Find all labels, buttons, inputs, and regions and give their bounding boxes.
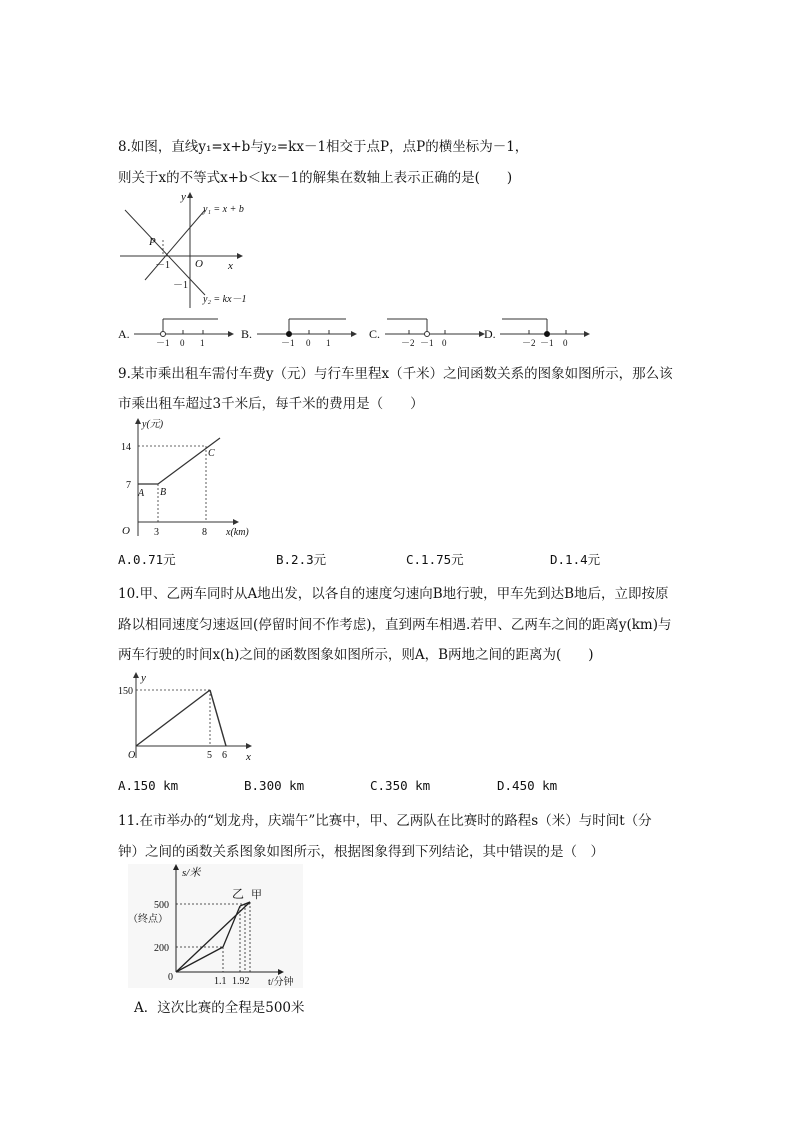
q9-line1: 9.某市乘出租车需付车费y（元）与行车里程x（千米）之间函数关系的图象如图所示，那么该 xyxy=(118,366,673,382)
q8-neg1-y: －1 xyxy=(173,280,188,291)
q9-origin: O xyxy=(122,525,130,537)
q8-option-b-label: B. xyxy=(241,327,253,341)
q10-x-label: x xyxy=(246,751,251,763)
q8-b-tick-3: 1 xyxy=(326,338,331,348)
q11-series-yi: 乙 xyxy=(232,887,245,901)
q8-a-tick-2: 0 xyxy=(180,338,185,348)
q8-c-tick-2: －1 xyxy=(420,338,434,348)
q9-tick-8: 8 xyxy=(202,527,207,538)
q10-line2: 路以相同速度匀速返回(停留时间不作考虑)，直到两车相遇.若甲、乙两车之间的距离y(km)与 xyxy=(118,617,672,633)
q8-option-a-label: A. xyxy=(118,327,130,341)
q8-figure xyxy=(115,190,265,315)
q9-option-d[interactable]: D.1.4元 xyxy=(550,552,601,567)
q10-option-a[interactable]: A.150 km xyxy=(118,778,179,793)
q8-d-tick-2: －1 xyxy=(540,338,554,348)
q11-x-label: t/分钟 xyxy=(268,977,294,988)
q9-option-b[interactable]: B.2.3元 xyxy=(276,552,327,567)
q11-line2: 钟）之间的函数关系图象如图所示，根据图象得到下列结论，其中错误的是（ ） xyxy=(118,844,604,860)
q8-a-tick-1: －1 xyxy=(156,338,170,348)
q8-option-c[interactable] xyxy=(369,316,484,346)
q8-origin: O xyxy=(195,258,203,270)
q8-line2: 则关于x的不等式x+b＜kx－1的解集在数轴上表示正确的是( ) xyxy=(118,170,513,186)
q8-option-a[interactable] xyxy=(118,316,233,346)
q9-tick-7: 7 xyxy=(126,480,131,491)
q10-option-d[interactable]: D.450 km xyxy=(497,778,558,793)
q11-y-label: s/米 xyxy=(182,867,201,879)
q8-option-d[interactable] xyxy=(484,316,599,346)
q10-tick-6: 6 xyxy=(222,750,227,761)
q9-y-label: y(元) xyxy=(142,419,164,430)
q8-c-tick-1: －2 xyxy=(401,338,415,348)
q11-option-a[interactable]: A．这次比赛的全程是500米 xyxy=(134,1000,305,1016)
q10-option-c[interactable]: C.350 km xyxy=(370,778,431,793)
q9-figure xyxy=(118,418,258,543)
q9-option-c[interactable]: C.1.75元 xyxy=(406,552,464,567)
q9-point-a: A xyxy=(138,488,145,499)
q8-d-tick-3: 0 xyxy=(563,338,568,348)
q8-neg1-x: －1 xyxy=(155,260,170,271)
q10-tick-150: 150 xyxy=(118,686,133,697)
q9-tick-3: 3 xyxy=(154,527,159,538)
q11-tick-200: 200 xyxy=(154,943,169,954)
q8-c-tick-3: 0 xyxy=(442,338,447,348)
q8-d-tick-1: －2 xyxy=(522,338,536,348)
q9-tick-14: 14 xyxy=(121,442,131,453)
q8-b-tick-1: －1 xyxy=(281,338,295,348)
q8-a-tick-3: 1 xyxy=(200,338,205,348)
q11-figure xyxy=(128,864,303,988)
q9-point-b: B xyxy=(160,487,167,498)
q8-line1: 8.如图，直线y₁=x+b与y₂=kx－1相交于点P，点P的横坐标为－1， xyxy=(118,139,529,155)
q8-option-c-label: C. xyxy=(369,327,381,341)
q11-tick-500: 500 xyxy=(154,900,169,911)
q8-x-label: x xyxy=(228,260,233,272)
q8-option-b[interactable] xyxy=(241,316,356,346)
q10-option-b[interactable]: B.300 km xyxy=(244,778,305,793)
q9-x-label: x(km) xyxy=(226,527,249,538)
q8-line2-label: y₂ = kx－1 xyxy=(203,294,247,305)
q9-line2: 市乘出租车超过3千米后，每千米的费用是（ ） xyxy=(118,396,424,412)
q8-p-label: P xyxy=(149,236,156,248)
q10-line1: 10.甲、乙两车同时从A地出发，以各自的速度匀速向B地行驶，甲车先到达B地后，立即按原 xyxy=(118,586,669,602)
q11-origin: 0 xyxy=(168,972,173,983)
q8-option-d-label: D. xyxy=(484,327,496,341)
q11-tick-1-92: 1.92 xyxy=(232,976,250,987)
q8-line1-label: y₁ = x + b xyxy=(203,204,244,215)
q9-option-a[interactable]: A.0.71元 xyxy=(118,552,176,567)
q11-line1: 11.在市举办的“划龙舟，庆端午”比赛中，甲、乙两队在比赛时的路程s（米）与时间t（分 xyxy=(118,813,652,829)
q9-point-c: C xyxy=(208,448,215,459)
q10-figure xyxy=(118,672,258,770)
q8-b-tick-2: 0 xyxy=(306,338,311,348)
q10-y-label: y xyxy=(141,672,146,684)
q10-origin: O xyxy=(128,750,136,761)
q11-end-label: （终点） xyxy=(128,914,168,925)
q8-y-label: y xyxy=(181,191,186,203)
q11-tick-1-1: 1.1 xyxy=(214,976,227,987)
q11-series-jia: 甲 xyxy=(251,889,262,901)
q10-line3: 两车行驶的时间x(h)之间的函数图象如图所示，则A，B两地之间的距离为( ) xyxy=(118,647,594,663)
q10-tick-5: 5 xyxy=(207,750,212,761)
